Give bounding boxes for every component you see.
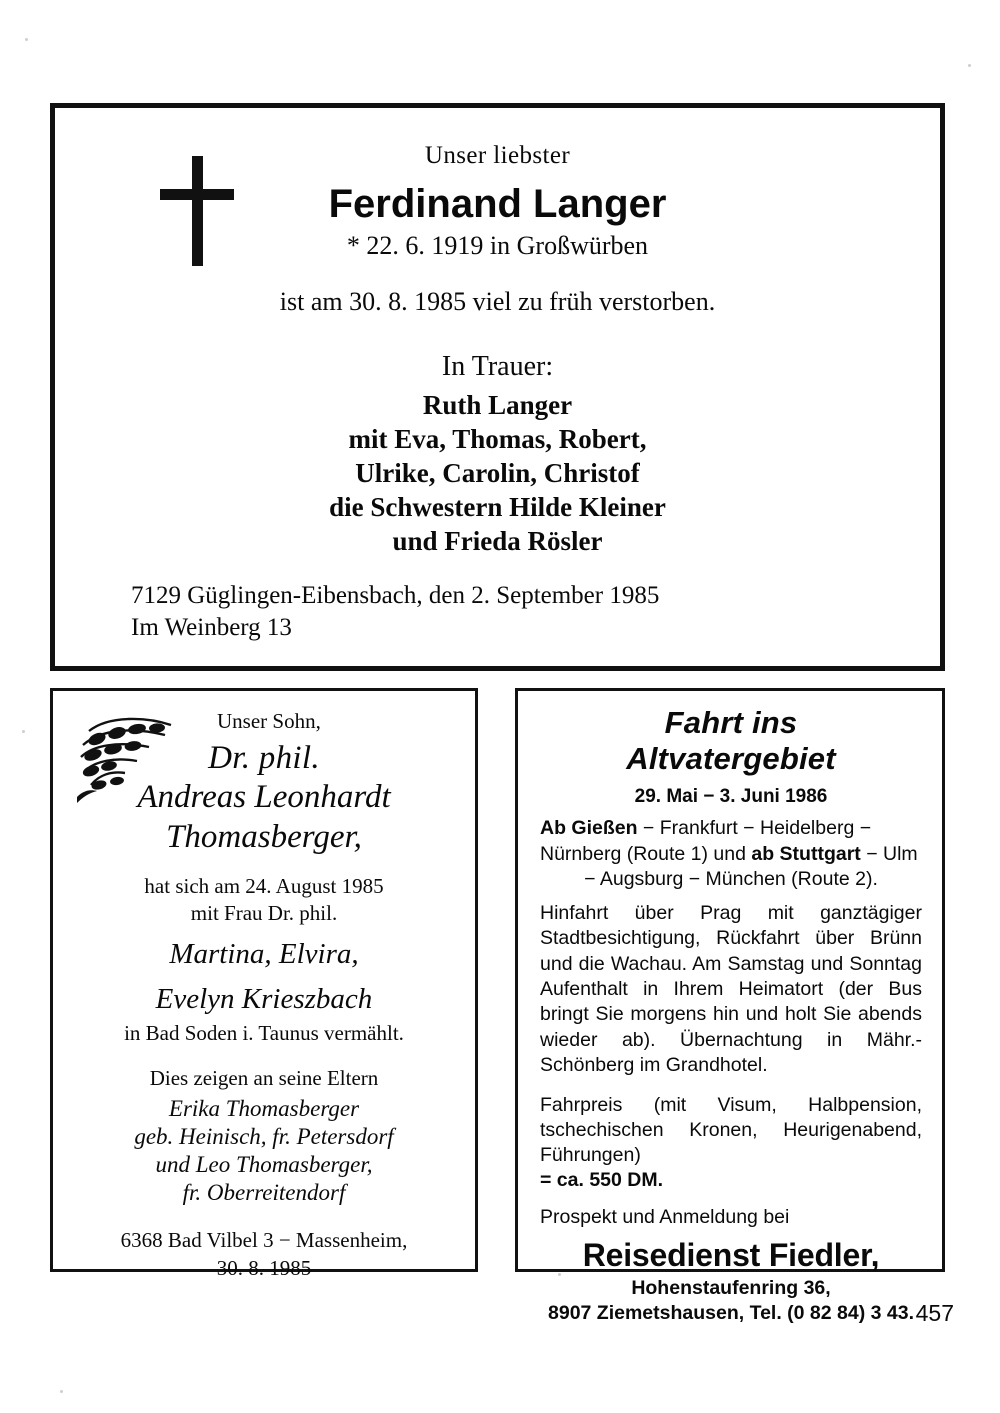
travel-ad-route-line2-end: − Ulm — [860, 842, 918, 865]
travel-ad-agency-city: 8907 Ziemetshausen, Tel. (0 82 84) 3 43. — [548, 1301, 914, 1324]
travel-ad-agency-street: Hohenstaufenring 36, — [631, 1276, 831, 1299]
wedding-groom-name-line2: Thomasberger, — [166, 818, 362, 855]
travel-ad-price-text: Fahrpreis (mit Visum, Halbpension, tschechischen Kronen, Heurigenabend, Führungen) — [540, 1093, 922, 1167]
wedding-address-line1: 6368 Bad Vilbel 3 − Massenheim, — [120, 1228, 408, 1253]
obituary-mourners — [55, 388, 940, 558]
travel-ad-price-value: = ca. 550 DM. — [540, 1168, 664, 1191]
travel-ad-route-line2-start: Nürnberg (Route 1) und — [540, 842, 752, 865]
wedding-address — [53, 1227, 475, 1282]
travel-ad-agency-name: Reisedienst Fiedler, — [582, 1236, 880, 1273]
wedding-parent-line: geb. Heinisch, fr. Petersdorf — [134, 1124, 394, 1150]
travel-ad-route-line3: − Augsburg − München (Route 2). — [584, 868, 878, 891]
wedding-event — [53, 873, 475, 928]
wedding-parent-line: Erika Thomasberger — [168, 1096, 360, 1122]
obituary-mourning-label: In Trauer: — [441, 351, 554, 382]
travel-ad-body: Hinfahrt über Prag mit ganztägiger Stadtbesichtigung, Rückfahrt über Brünn und die Wachau. Am Samstag und Sonntag Aufenthalt in Ihrem Heimatort (der Bus bringt Sie morgens hin und holt Sie abends wieder ab). Übernachtung in Mähr.-Schönberg im Grandhotel. — [540, 902, 922, 1077]
travel-ad-agency-address — [540, 1276, 922, 1327]
travel-ad-route-line1-rest: − Frankfurt − Heidelberg − — [637, 816, 872, 839]
wedding-parents — [53, 1095, 475, 1207]
wedding-parent-line: und Leo Thomasberger, — [155, 1152, 373, 1178]
obituary-intro: Unser liebster — [424, 142, 571, 169]
obituary-address-line2: Im Weinberg 13 — [131, 614, 292, 641]
obituary-address-line1: 7129 Güglingen-Eibensbach, den 2. September 1985 — [131, 582, 660, 609]
wedding-address-line2: 30. 8. 1985 — [216, 1255, 312, 1280]
wedding-announce: Dies zeigen an seine Eltern — [149, 1066, 379, 1091]
mourner-line: Ulrike, Carolin, Christof — [355, 458, 640, 489]
wedding-bride-name-line1: Martina, Elvira, — [169, 938, 359, 971]
wedding-bride-name-line2: Evelyn Krieszbach — [155, 983, 373, 1016]
obituary-notice — [50, 103, 945, 671]
mourner-line: mit Eva, Thomas, Robert, — [348, 424, 647, 455]
travel-ad-route — [540, 816, 922, 893]
mourner-line: und Frieda Rösler — [392, 526, 603, 557]
page-speck — [968, 64, 971, 67]
wedding-intro: Unser Sohn, — [217, 709, 321, 733]
travel-ad-price — [540, 1093, 922, 1169]
obituary-address — [131, 580, 659, 644]
wedding-event-line2: mit Frau Dr. phil. — [190, 901, 338, 926]
obituary-birth: * 22. 6. 1919 in Großwürben — [346, 231, 649, 260]
page-speck — [60, 1390, 63, 1393]
obituary-name: Ferdinand Langer — [328, 182, 667, 226]
travel-ad-prospekt: Prospekt und Anmeldung bei — [540, 1205, 790, 1228]
wedding-event-line1: hat sich am 24. August 1985 — [144, 873, 384, 898]
wedding-place: in Bad Soden i. Taunus vermählt. — [124, 1021, 404, 1046]
obituary-death: ist am 30. 8. 1985 viel zu früh verstorben. — [279, 287, 716, 316]
travel-ad-route-departure-giessen: Ab Gießen — [540, 816, 638, 839]
mourner-line: die Schwestern Hilde Kleiner — [329, 492, 666, 523]
wedding-groom-name-line1: Andreas Leonhardt — [137, 779, 391, 815]
travel-ad-title-line2: Altvatergebiet — [626, 740, 836, 776]
page-number: 457 — [915, 1300, 954, 1326]
wedding-groom-title: Dr. phil. — [208, 740, 320, 776]
wedding-notice — [50, 688, 478, 1280]
mourner-line: Ruth Langer — [422, 390, 573, 420]
page-speck — [25, 38, 28, 41]
travel-ad-dates: 29. Mai − 3. Juni 1986 — [634, 785, 828, 807]
travel-ad-title-line1: Fahrt ins — [664, 705, 798, 740]
travel-ad-route-departure-stuttgart: ab Stuttgart — [751, 842, 861, 865]
wedding-parent-line: fr. Oberreitendorf — [182, 1180, 346, 1206]
page-speck — [22, 730, 25, 733]
travel-ad-title — [540, 705, 922, 777]
